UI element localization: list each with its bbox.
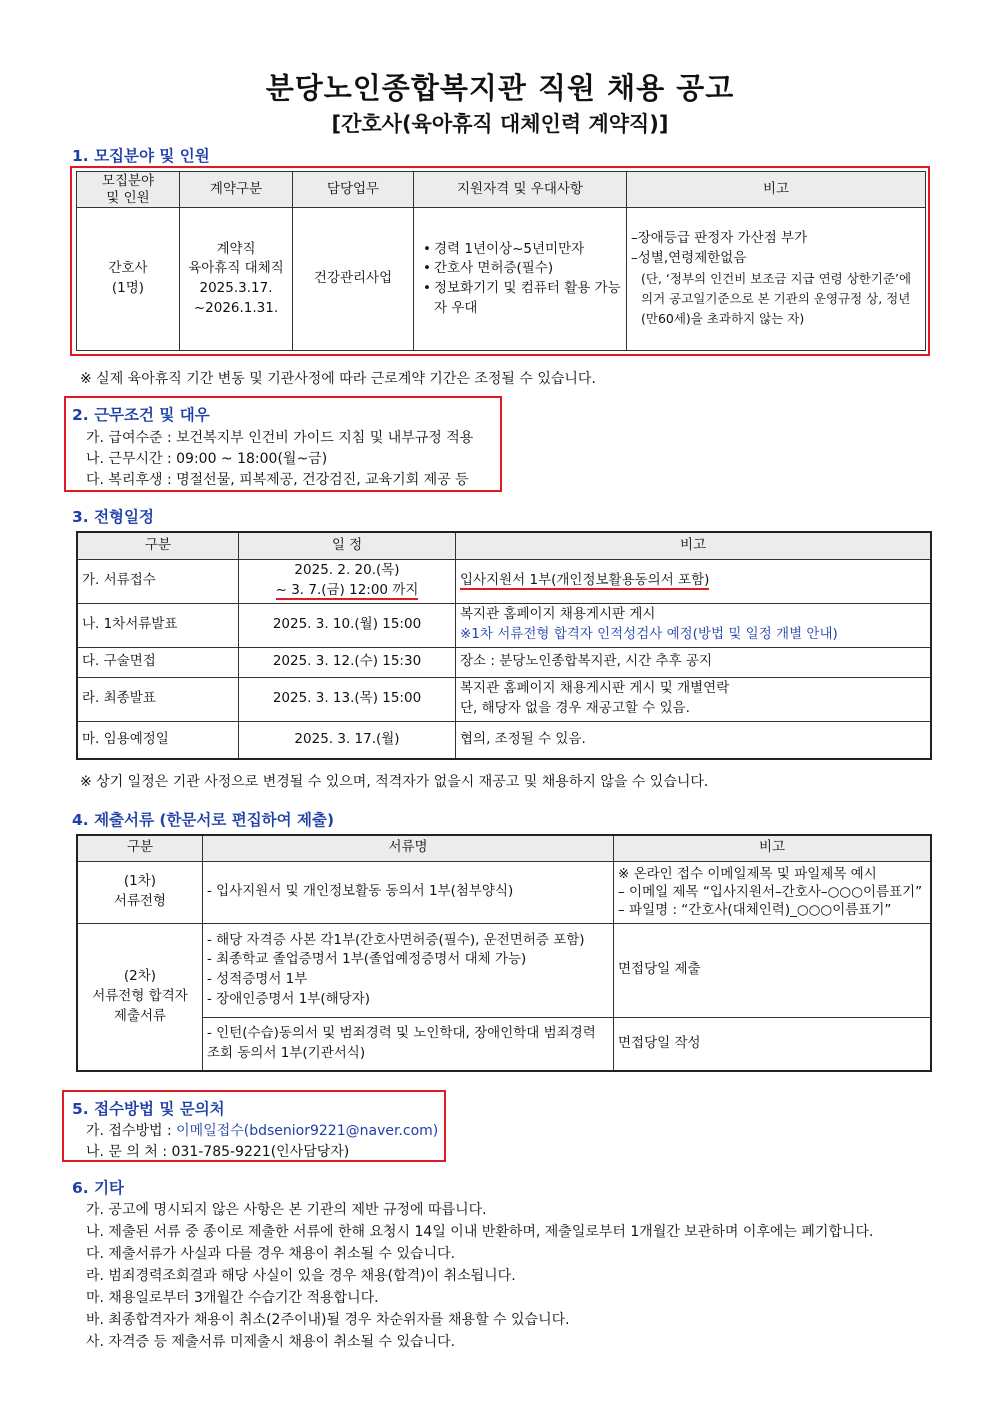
misc-line: 사. 자격증 등 제출서류 미제출시 채용이 취소될 수 있습니다. (86, 1334, 456, 1350)
document-line: - 장애인증명서 1부(해당자) (207, 990, 370, 1007)
document-category: (1차) 서류전형 (77, 861, 203, 923)
schedule-remark: 장소 : 분당노인종합복지관, 시간 추후 공지 (456, 647, 932, 677)
page-subtitle: [간호사(육아휴직 대체인력 계약직)] (331, 112, 669, 136)
col-header-contract: 계약구분 (180, 172, 293, 208)
document-line: - 성적증명서 1부 (207, 971, 308, 987)
section-4-heading: 4. 제출서류 (한문서로 편집하여 제출) (72, 811, 335, 829)
schedule-remark: 협의, 조정될 수 있음. (456, 721, 932, 759)
schedule-remark (456, 603, 932, 647)
section-1-heading: 1. 모집분야 및 인원 (72, 147, 210, 165)
work-condition-line: 가. 급여수준 : 보건복지부 인건비 가이드 지침 및 내부규정 적용 (86, 430, 474, 446)
section-2-heading: 2. 근무조건 및 대우 (72, 406, 210, 424)
table-row (77, 559, 931, 603)
application-email-link[interactable]: 이메일접수(bdsenior9221@naver.com) (176, 1123, 439, 1139)
table-row (77, 923, 931, 1017)
page-title: 분당노인종합복지관 직원 채용 공고 (265, 71, 735, 105)
application-method-label: 가. 접수방법 : (86, 1123, 177, 1139)
table-row (77, 677, 931, 721)
schedule-table (76, 531, 932, 760)
table-row (77, 647, 931, 677)
misc-line: 마. 채용일로부터 3개월간 수습기간 적용합니다. (86, 1290, 379, 1306)
misc-line: 바. 최종합격자가 채용이 취소(2주이내)될 경우 차순위자를 채용할 수 있습니다. (86, 1312, 570, 1328)
schedule-category: 나. 1차서류발표 (77, 603, 239, 647)
schedule-date: 2025. 3. 10.(월) 15:00 (239, 603, 456, 647)
schedule-category: 가. 서류접수 (77, 559, 239, 603)
contact-line: 나. 문 의 처 : 031-785-9221(인사담당자) (86, 1144, 350, 1160)
field-cell: 간호사 (1명) (77, 208, 180, 351)
document-remark (614, 861, 932, 923)
schedule-remark (456, 677, 932, 721)
col-header-category: 구분 (77, 532, 239, 559)
col-header-category: 구분 (77, 835, 203, 861)
schedule-date (239, 559, 456, 603)
work-condition-line: 다. 복리후생 : 명절선물, 피복제공, 건강검진, 교육기회 제공 등 (86, 472, 469, 488)
document-remark: 면접당일 작성 (614, 1017, 932, 1071)
date-line: 2025. 2. 20.(목) (294, 562, 400, 579)
misc-line: 나. 제출된 서류 중 종이로 제출한 서류에 한해 요청시 14일 이내 반환하며, 제출일로부터 1개월간 보관하며 이후에는 폐기합니다. (86, 1224, 874, 1240)
qualification-item: • 간호사 면허증(필수) (434, 259, 622, 279)
col-header-qualifications: 지원자격 및 우대사항 (414, 172, 627, 208)
contract-cell: 계약직 육아휴직 대체직 2025.3.17. ~2026.1.31. (180, 208, 293, 351)
document-remark: 면접당일 제출 (614, 923, 932, 1017)
document-line: - 최종학교 졸업증명서 1부(졸업예정증명서 대체 가능) (207, 951, 527, 968)
schedule-category: 라. 최종발표 (77, 677, 239, 721)
remark-line: 복지관 홈페이지 채용게시판 게시 및 개별연락 (460, 680, 730, 697)
schedule-category: 다. 구술면접 (77, 647, 239, 677)
document-category: (2차) 서류전형 합격자 제출서류 (77, 923, 203, 1071)
document-name (203, 923, 614, 1017)
section-3-heading: 3. 전형일정 (72, 508, 154, 526)
document-name: - 입사지원서 및 개인정보활동 동의서 1부(첨부양식) (203, 861, 614, 923)
misc-line: 라. 범죄경력조회결과 해당 사실이 있을 경우 채용(합격)이 취소됩니다. (86, 1268, 516, 1284)
remark-cell (627, 208, 926, 351)
work-condition-line: 나. 근무시간 : 09:00 ~ 18:00(월~금) (86, 451, 328, 467)
section-1-note: ※ 실제 육아휴직 기간 변동 및 기관사정에 따라 근로계약 기간은 조정될 수 있습니다. (80, 371, 596, 387)
schedule-date: 2025. 3. 12.(수) 15:30 (239, 647, 456, 677)
qualifications-cell (414, 208, 627, 351)
table-row (77, 861, 931, 923)
remark-underlined: 입사지원서 1부(개인정보활용동의서 포함) (460, 572, 710, 589)
document-line: - 해당 자격증 사본 각1부(간호사면허증(필수), 운전면허증 포함) (207, 931, 585, 948)
document-name: - 인턴(수습)동의서 및 범죄경력 및 노인학대, 장애인학대 범죄경력 조회 동의서 1부(기관서식) (203, 1017, 614, 1071)
remark-line: –성별,연령제한없음 (631, 250, 747, 266)
schedule-remark (456, 559, 932, 603)
schedule-date: 2025. 3. 13.(목) 15:00 (239, 677, 456, 721)
section-6-heading: 6. 기타 (72, 1179, 125, 1197)
documents-table (76, 834, 932, 1072)
qualification-item: • 정보화기기 및 컴퓨터 활용 가능자 우대 (434, 279, 622, 318)
remark-line: 복지관 홈페이지 채용게시판 게시 (460, 606, 656, 623)
recruitment-table (76, 171, 926, 351)
table-row (77, 1017, 931, 1071)
remark-line: 단, 해당자 없을 경우 재공고할 수 있음. (460, 700, 690, 716)
remark-line: ※ 온라인 접수 이메일제목 및 파일제목 예시 (618, 865, 877, 882)
misc-line: 가. 공고에 명시되지 않은 사항은 본 기관의 제반 규정에 따릅니다. (86, 1202, 487, 1218)
remark-line: –장애등급 판정자 가산점 부가 (631, 230, 808, 247)
col-header-document: 서류명 (203, 835, 614, 861)
table-row (77, 603, 931, 647)
schedule-date: 2025. 3. 17.(월) (239, 721, 456, 759)
remark-detail: (단, ‘정부의 인건비 보조금 지급 연령 상한기준’에 의거 공고일기준으로 본 기관의 운영규정 상, 정년(만60세)을 초과하지 않는 자) (641, 270, 912, 326)
qualification-item: • 경력 1년이상~5년미만자 (434, 240, 622, 260)
duty-cell: 건강관리사업 (293, 208, 414, 351)
remark-line: – 파일명 : “간호사(대체인력)_○○○이름표기” (618, 902, 892, 919)
schedule-category: 마. 임용예정일 (77, 721, 239, 759)
col-header-date: 일 정 (239, 532, 456, 559)
remark-line: – 이메일 제목 “입사지원서–간호사–○○○이름표기” (618, 883, 923, 900)
deadline-underlined: ~ 3. 7.(금) 12:00 까지 (275, 582, 419, 598)
col-header-duty: 담당업무 (293, 172, 414, 208)
section-5-heading: 5. 접수방법 및 문의처 (72, 1100, 225, 1118)
misc-line: 다. 제출서류가 사실과 다를 경우 채용이 취소될 수 있습니다. (86, 1246, 456, 1262)
col-header-remark: 비고 (614, 835, 932, 861)
section-3-note: ※ 상기 일정은 기관 사정으로 변경될 수 있으며, 적격자가 없을시 재공고 및 채용하지 않을 수 있습니다. (80, 774, 709, 790)
col-header-field: 모집분야 및 인원 (77, 172, 180, 208)
application-method-line (86, 1120, 438, 1140)
remark-note-blue: ※1차 서류전형 합격자 인적성검사 예정(방법 및 일정 개별 안내) (460, 626, 838, 642)
table-row (77, 721, 931, 759)
col-header-remark: 비고 (627, 172, 926, 208)
col-header-remark: 비고 (456, 532, 932, 559)
